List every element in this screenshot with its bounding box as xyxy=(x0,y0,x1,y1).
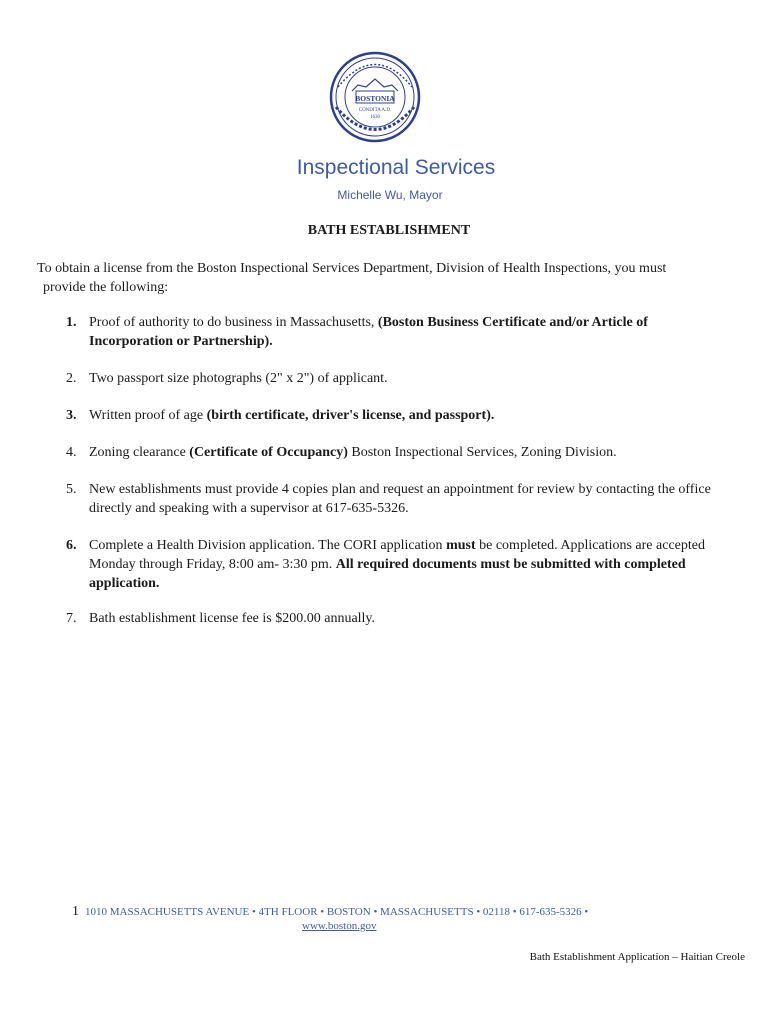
svg-text:1630: 1630 xyxy=(370,115,380,120)
document-title: BATH ESTABLISHMENT xyxy=(307,223,471,238)
mayor-name: Michelle Wu, Mayor xyxy=(337,188,443,202)
department-heading: Inspectional Services xyxy=(296,156,496,179)
item-number: 6. xyxy=(66,538,77,553)
intro-paragraph xyxy=(37,259,727,297)
item-number: 5. xyxy=(66,482,77,497)
item-text: New establishments must provide 4 copies plan and request an appointment for review by contacting the office directly and speaking with a supervisor at 617-635-5326. xyxy=(89,482,711,516)
svg-text:BOSTONIA: BOSTONIA xyxy=(355,94,395,103)
website-link[interactable]: www.boston.gov xyxy=(302,920,377,932)
page-number: 1 xyxy=(72,904,79,919)
item-number: 4. xyxy=(66,445,77,460)
footer-address: 1010 MASSACHUSETTS AVENUE • 4TH FLOOR • BOSTON • MASSACHUSETTS • 02118 • 617-635-5326 • xyxy=(85,906,589,918)
document-caption: Bath Establishment Application – Haitian Creole xyxy=(529,951,745,963)
item-number: 3. xyxy=(66,408,77,423)
intro-line-1: To obtain a license from the Boston Inspectional Services Department, Division of Health Inspections, you must xyxy=(37,261,667,276)
item-text: Proof of authority to do business in Massachusetts, (Boston Business Certificate and/or Article of Incorporation or Partnership). xyxy=(89,315,648,349)
item-number: 2. xyxy=(66,371,77,386)
item-text: Complete a Health Division application. The CORI application must be completed. Applications are accepted Monday through Friday, 8:00 am- 3:30 pm. All required documents must be submitted with completed application. xyxy=(89,538,705,591)
item-text: Two passport size photographs (2" x 2") of applicant. xyxy=(89,371,388,386)
city-seal-logo xyxy=(328,47,422,147)
item-text: Written proof of age (birth certificate, driver's license, and passport). xyxy=(89,408,495,423)
footer-address-line xyxy=(72,904,588,920)
item-text: Bath establishment license fee is $200.00 annually. xyxy=(89,611,376,626)
item-number: 7. xyxy=(66,611,77,626)
item-text: Zoning clearance (Certificate of Occupancy) Boston Inspectional Services, Zoning Division. xyxy=(89,445,617,460)
intro-line-2: provide the following: xyxy=(43,280,169,295)
svg-text:CONDITA A.D.: CONDITA A.D. xyxy=(358,108,392,113)
item-number: 1. xyxy=(66,315,77,330)
